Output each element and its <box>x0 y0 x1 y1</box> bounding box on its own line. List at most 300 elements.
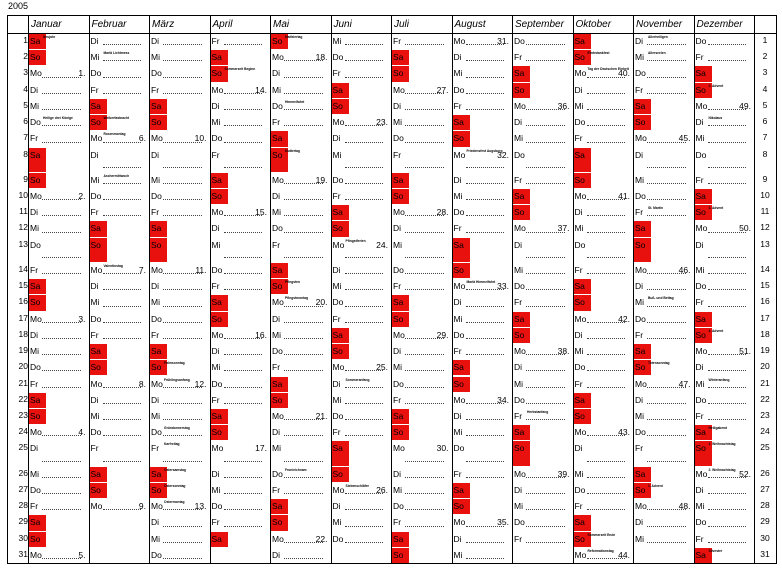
day-cell[interactable] <box>332 50 392 65</box>
day-cell[interactable] <box>634 393 694 408</box>
day-cell[interactable] <box>695 99 755 114</box>
day-cell[interactable] <box>574 189 634 204</box>
day-cell[interactable] <box>392 425 409 440</box>
day-cell[interactable] <box>634 328 694 343</box>
day-cell[interactable] <box>29 221 89 236</box>
day-cell[interactable] <box>150 83 210 98</box>
day-cell[interactable] <box>150 50 210 65</box>
day-cell[interactable] <box>453 344 513 359</box>
day-cell[interactable] <box>90 131 150 146</box>
day-cell[interactable] <box>695 515 755 530</box>
day-cell[interactable] <box>271 189 331 204</box>
day-cell[interactable] <box>695 344 755 359</box>
day-cell[interactable] <box>211 425 228 440</box>
day-cell[interactable] <box>271 221 331 236</box>
day-cell[interactable] <box>90 34 150 49</box>
day-cell[interactable] <box>332 263 392 278</box>
day-cell[interactable] <box>513 263 573 278</box>
day-cell[interactable] <box>271 393 288 408</box>
day-cell[interactable] <box>453 467 513 482</box>
day-cell[interactable] <box>150 483 186 498</box>
day-cell[interactable] <box>211 189 228 204</box>
day-cell[interactable] <box>695 66 712 81</box>
day-cell[interactable] <box>271 131 288 146</box>
day-cell[interactable] <box>392 50 409 65</box>
day-cell[interactable] <box>453 34 513 49</box>
day-cell[interactable] <box>211 409 228 424</box>
day-cell[interactable] <box>332 409 392 424</box>
day-cell[interactable] <box>211 312 228 327</box>
day-cell[interactable] <box>513 279 573 294</box>
day-cell[interactable] <box>29 66 89 81</box>
day-cell[interactable] <box>634 189 694 204</box>
day-cell[interactable] <box>332 312 392 327</box>
day-cell[interactable] <box>271 409 331 424</box>
day-cell[interactable] <box>271 279 301 294</box>
day-cell[interactable] <box>634 205 694 220</box>
day-cell[interactable] <box>29 263 89 278</box>
day-cell[interactable] <box>90 377 150 392</box>
day-cell[interactable] <box>634 263 694 278</box>
day-cell[interactable] <box>150 99 167 114</box>
day-cell[interactable] <box>90 295 150 310</box>
day-cell[interactable] <box>90 409 150 424</box>
day-cell[interactable] <box>211 279 271 294</box>
day-cell[interactable] <box>392 467 452 482</box>
day-cell[interactable] <box>634 99 651 114</box>
day-cell[interactable] <box>271 499 288 514</box>
day-cell[interactable] <box>29 515 46 530</box>
day-cell[interactable] <box>695 377 755 392</box>
day-cell[interactable] <box>695 173 755 188</box>
day-cell[interactable] <box>392 377 452 392</box>
day-cell[interactable] <box>150 189 210 204</box>
day-cell[interactable] <box>695 238 755 262</box>
day-cell[interactable] <box>513 377 573 392</box>
day-cell[interactable] <box>29 279 46 294</box>
day-cell[interactable] <box>332 189 392 204</box>
day-cell[interactable] <box>453 328 513 343</box>
day-cell[interactable] <box>392 238 452 262</box>
day-cell[interactable] <box>29 295 46 310</box>
day-cell[interactable] <box>634 83 694 98</box>
day-cell[interactable] <box>392 83 452 98</box>
day-cell[interactable] <box>150 467 186 482</box>
day-cell[interactable] <box>574 425 634 440</box>
day-cell[interactable] <box>150 279 210 294</box>
day-cell[interactable] <box>574 131 634 146</box>
day-cell[interactable] <box>574 221 634 236</box>
day-cell[interactable] <box>150 115 167 130</box>
day-cell[interactable] <box>211 83 271 98</box>
day-cell[interactable] <box>634 499 694 514</box>
day-cell[interactable] <box>634 295 694 310</box>
day-cell[interactable] <box>453 499 470 514</box>
day-cell[interactable] <box>392 344 452 359</box>
day-cell[interactable] <box>150 148 210 172</box>
day-cell[interactable] <box>453 279 513 294</box>
day-cell[interactable] <box>150 360 185 375</box>
day-cell[interactable] <box>392 263 452 278</box>
day-cell[interactable] <box>513 131 573 146</box>
day-cell[interactable] <box>271 205 331 220</box>
day-cell[interactable] <box>271 483 331 498</box>
day-cell[interactable] <box>574 295 591 310</box>
day-cell[interactable] <box>634 360 670 375</box>
day-cell[interactable] <box>332 131 392 146</box>
day-cell[interactable] <box>332 377 392 392</box>
day-cell[interactable] <box>150 393 210 408</box>
day-cell[interactable] <box>392 312 409 327</box>
day-cell[interactable] <box>90 441 150 465</box>
day-cell[interactable] <box>90 221 107 236</box>
day-cell[interactable] <box>150 66 210 81</box>
day-cell[interactable] <box>695 148 755 172</box>
day-cell[interactable] <box>513 205 530 220</box>
day-cell[interactable] <box>634 515 694 530</box>
day-cell[interactable] <box>695 328 724 343</box>
day-cell[interactable] <box>634 312 694 327</box>
day-cell[interactable] <box>513 515 573 530</box>
day-cell[interactable] <box>574 344 634 359</box>
day-cell[interactable] <box>453 189 513 204</box>
day-cell[interactable] <box>211 499 271 514</box>
day-cell[interactable] <box>150 221 167 236</box>
day-cell[interactable] <box>90 83 150 98</box>
day-cell[interactable] <box>271 467 331 482</box>
day-cell[interactable] <box>90 99 107 114</box>
day-cell[interactable] <box>271 50 331 65</box>
day-cell[interactable] <box>271 328 331 343</box>
day-cell[interactable] <box>150 499 210 514</box>
day-cell[interactable] <box>90 467 107 482</box>
day-cell[interactable] <box>332 425 392 440</box>
day-cell[interactable] <box>29 441 89 465</box>
day-cell[interactable] <box>332 393 392 408</box>
day-cell[interactable] <box>271 99 331 114</box>
day-cell[interactable] <box>634 425 694 440</box>
day-cell[interactable] <box>211 467 271 482</box>
day-cell[interactable] <box>453 50 513 65</box>
day-cell[interactable] <box>695 295 755 310</box>
day-cell[interactable] <box>29 83 89 98</box>
day-cell[interactable] <box>634 66 694 81</box>
day-cell[interactable] <box>150 548 210 563</box>
day-cell[interactable] <box>574 34 591 49</box>
day-cell[interactable] <box>332 148 392 172</box>
day-cell[interactable] <box>150 205 210 220</box>
day-cell[interactable] <box>90 189 150 204</box>
day-cell[interactable] <box>332 483 392 498</box>
day-cell[interactable] <box>29 312 89 327</box>
day-cell[interactable] <box>634 344 651 359</box>
day-cell[interactable] <box>90 328 150 343</box>
day-cell[interactable] <box>271 263 288 278</box>
day-cell[interactable] <box>90 148 150 172</box>
day-cell[interactable] <box>695 83 724 98</box>
day-cell[interactable] <box>695 548 723 563</box>
day-cell[interactable] <box>453 263 470 278</box>
day-cell[interactable] <box>392 279 452 294</box>
day-cell[interactable] <box>695 50 755 65</box>
day-cell[interactable] <box>392 99 452 114</box>
day-cell[interactable] <box>271 115 331 130</box>
day-cell[interactable] <box>453 548 513 563</box>
day-cell[interactable] <box>150 295 210 310</box>
day-cell[interactable] <box>513 409 573 424</box>
day-cell[interactable] <box>150 263 210 278</box>
day-cell[interactable] <box>392 221 452 236</box>
day-cell[interactable] <box>332 344 349 359</box>
day-cell[interactable] <box>271 83 331 98</box>
day-cell[interactable] <box>392 189 409 204</box>
day-cell[interactable] <box>513 499 573 514</box>
day-cell[interactable] <box>29 377 89 392</box>
day-cell[interactable] <box>695 483 755 498</box>
day-cell[interactable] <box>392 515 452 530</box>
day-cell[interactable] <box>332 279 392 294</box>
day-cell[interactable] <box>574 279 591 294</box>
day-cell[interactable] <box>634 467 651 482</box>
day-cell[interactable] <box>271 34 303 49</box>
day-cell[interactable] <box>271 344 331 359</box>
day-cell[interactable] <box>634 50 694 65</box>
day-cell[interactable] <box>271 377 288 392</box>
day-cell[interactable] <box>695 499 755 514</box>
day-cell[interactable] <box>574 409 591 424</box>
day-cell[interactable] <box>150 173 210 188</box>
day-cell[interactable] <box>574 50 610 65</box>
day-cell[interactable] <box>271 148 301 172</box>
day-cell[interactable] <box>90 279 150 294</box>
day-cell[interactable] <box>634 238 651 262</box>
day-cell[interactable] <box>513 312 530 327</box>
day-cell[interactable] <box>29 148 46 172</box>
day-cell[interactable] <box>695 312 712 327</box>
day-cell[interactable] <box>574 83 634 98</box>
day-cell[interactable] <box>29 131 89 146</box>
day-cell[interactable] <box>695 425 728 440</box>
day-cell[interactable] <box>513 360 573 375</box>
day-cell[interactable] <box>513 173 573 188</box>
day-cell[interactable] <box>513 189 530 204</box>
day-cell[interactable] <box>453 441 513 465</box>
day-cell[interactable] <box>150 344 167 359</box>
day-cell[interactable] <box>29 393 46 408</box>
day-cell[interactable] <box>150 131 210 146</box>
day-cell[interactable] <box>695 34 755 49</box>
day-cell[interactable] <box>29 548 89 563</box>
day-cell[interactable] <box>29 34 56 49</box>
day-cell[interactable] <box>574 238 634 262</box>
day-cell[interactable] <box>29 360 89 375</box>
day-cell[interactable] <box>29 99 89 114</box>
day-cell[interactable] <box>271 295 331 310</box>
day-cell[interactable] <box>634 34 694 49</box>
day-cell[interactable] <box>392 532 409 547</box>
day-cell[interactable] <box>211 221 271 236</box>
day-cell[interactable] <box>90 312 150 327</box>
day-cell[interactable] <box>271 441 331 465</box>
day-cell[interactable] <box>513 344 573 359</box>
day-cell[interactable] <box>513 83 530 98</box>
day-cell[interactable] <box>332 295 392 310</box>
day-cell[interactable] <box>695 279 755 294</box>
day-cell[interactable] <box>90 393 150 408</box>
day-cell[interactable] <box>150 515 210 530</box>
day-cell[interactable] <box>695 393 755 408</box>
day-cell[interactable] <box>634 377 694 392</box>
day-cell[interactable] <box>392 393 452 408</box>
day-cell[interactable] <box>211 360 271 375</box>
day-cell[interactable] <box>271 173 331 188</box>
day-cell[interactable] <box>150 409 210 424</box>
day-cell[interactable] <box>453 409 513 424</box>
day-cell[interactable] <box>453 483 470 498</box>
day-cell[interactable] <box>513 34 573 49</box>
day-cell[interactable] <box>695 221 755 236</box>
day-cell[interactable] <box>453 393 513 408</box>
day-cell[interactable] <box>90 50 150 65</box>
day-cell[interactable] <box>29 205 89 220</box>
day-cell[interactable] <box>392 295 409 310</box>
day-cell[interactable] <box>211 515 271 530</box>
day-cell[interactable] <box>634 131 694 146</box>
day-cell[interactable] <box>513 425 530 440</box>
day-cell[interactable] <box>150 34 210 49</box>
day-cell[interactable] <box>211 50 228 65</box>
day-cell[interactable] <box>453 115 470 130</box>
day-cell[interactable] <box>513 99 573 114</box>
day-cell[interactable] <box>332 499 392 514</box>
day-cell[interactable] <box>695 115 755 130</box>
day-cell[interactable] <box>574 115 634 130</box>
day-cell[interactable] <box>513 393 573 408</box>
day-cell[interactable] <box>695 467 755 482</box>
day-cell[interactable] <box>29 173 46 188</box>
day-cell[interactable] <box>332 467 349 482</box>
day-cell[interactable] <box>392 115 452 130</box>
day-cell[interactable] <box>29 532 46 547</box>
day-cell[interactable] <box>574 173 591 188</box>
day-cell[interactable] <box>271 515 288 530</box>
day-cell[interactable] <box>574 393 591 408</box>
day-cell[interactable] <box>29 328 89 343</box>
day-cell[interactable] <box>29 344 89 359</box>
day-cell[interactable] <box>90 499 150 514</box>
day-cell[interactable] <box>29 115 89 130</box>
day-cell[interactable] <box>332 66 392 81</box>
day-cell[interactable] <box>695 409 755 424</box>
day-cell[interactable] <box>332 238 392 262</box>
day-cell[interactable] <box>392 328 452 343</box>
day-cell[interactable] <box>453 312 513 327</box>
day-cell[interactable] <box>574 499 634 514</box>
day-cell[interactable] <box>574 532 616 547</box>
day-cell[interactable] <box>634 115 651 130</box>
day-cell[interactable] <box>332 360 392 375</box>
day-cell[interactable] <box>392 148 452 172</box>
day-cell[interactable] <box>150 238 167 262</box>
day-cell[interactable] <box>150 425 210 440</box>
day-cell[interactable] <box>392 409 409 424</box>
day-cell[interactable] <box>392 483 452 498</box>
day-cell[interactable] <box>392 205 452 220</box>
day-cell[interactable] <box>211 377 271 392</box>
day-cell[interactable] <box>453 238 470 262</box>
day-cell[interactable] <box>211 393 271 408</box>
day-cell[interactable] <box>574 467 634 482</box>
day-cell[interactable] <box>634 409 694 424</box>
day-cell[interactable] <box>392 548 409 563</box>
day-cell[interactable] <box>332 532 392 547</box>
day-cell[interactable] <box>634 221 651 236</box>
day-cell[interactable] <box>453 148 513 172</box>
day-cell[interactable] <box>634 441 694 465</box>
day-cell[interactable] <box>634 148 694 172</box>
day-cell[interactable] <box>29 189 89 204</box>
day-cell[interactable] <box>332 115 392 130</box>
day-cell[interactable] <box>392 131 452 146</box>
day-cell[interactable] <box>392 441 452 465</box>
day-cell[interactable] <box>513 238 573 262</box>
day-cell[interactable] <box>513 50 573 65</box>
day-cell[interactable] <box>332 34 392 49</box>
day-cell[interactable] <box>271 66 331 81</box>
day-cell[interactable] <box>574 548 634 563</box>
day-cell[interactable] <box>453 83 513 98</box>
day-cell[interactable] <box>453 205 513 220</box>
day-cell[interactable] <box>453 360 470 375</box>
day-cell[interactable] <box>392 34 452 49</box>
day-cell[interactable] <box>271 312 331 327</box>
day-cell[interactable] <box>211 295 228 310</box>
day-cell[interactable] <box>271 532 331 547</box>
day-cell[interactable] <box>695 532 755 547</box>
day-cell[interactable] <box>90 66 150 81</box>
day-cell[interactable] <box>574 312 634 327</box>
day-cell[interactable] <box>211 263 271 278</box>
day-cell[interactable] <box>574 377 634 392</box>
day-cell[interactable] <box>634 279 694 294</box>
day-cell[interactable] <box>634 173 694 188</box>
day-cell[interactable] <box>332 515 392 530</box>
day-cell[interactable] <box>150 441 210 465</box>
day-cell[interactable] <box>150 377 210 392</box>
day-cell[interactable] <box>392 66 409 81</box>
day-cell[interactable] <box>634 483 663 498</box>
day-cell[interactable] <box>271 548 331 563</box>
day-cell[interactable] <box>453 99 513 114</box>
day-cell[interactable] <box>211 205 271 220</box>
day-cell[interactable] <box>453 221 513 236</box>
day-cell[interactable] <box>211 344 271 359</box>
day-cell[interactable] <box>211 483 271 498</box>
day-cell[interactable] <box>211 148 271 172</box>
day-cell[interactable] <box>271 360 331 375</box>
day-cell[interactable] <box>453 66 513 81</box>
day-cell[interactable] <box>90 115 130 130</box>
day-cell[interactable] <box>574 483 634 498</box>
day-cell[interactable] <box>453 515 513 530</box>
day-cell[interactable] <box>332 173 392 188</box>
day-cell[interactable] <box>332 441 349 465</box>
day-cell[interactable] <box>634 532 694 547</box>
day-cell[interactable] <box>392 499 452 514</box>
day-cell[interactable] <box>453 173 513 188</box>
day-cell[interactable] <box>211 34 271 49</box>
day-cell[interactable] <box>29 499 89 514</box>
